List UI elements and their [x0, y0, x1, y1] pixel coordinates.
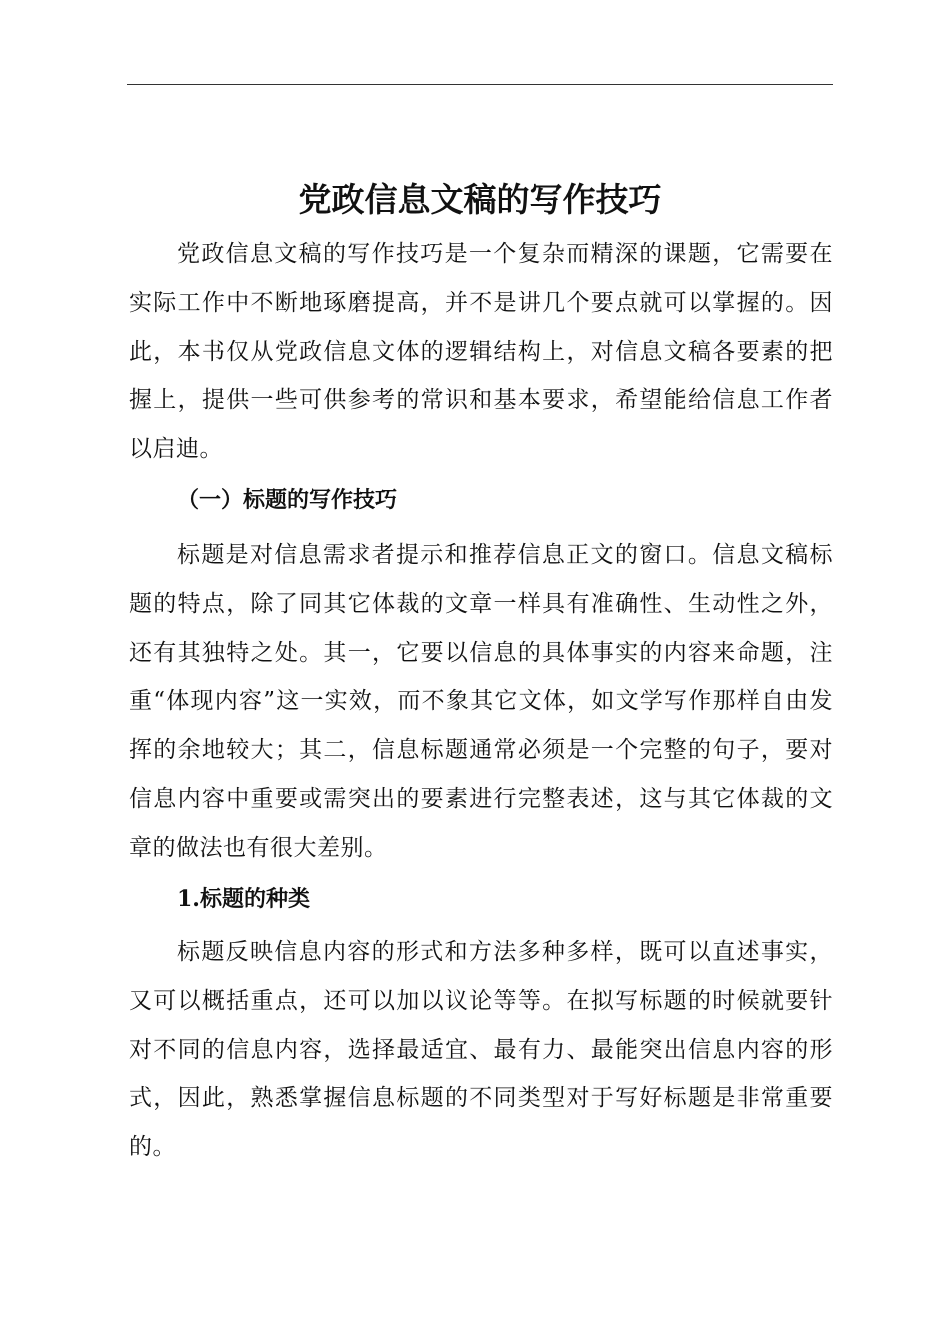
section-paragraph: 标题是对信息需求者提示和推荐信息正文的窗口。信息文稿标题的特点，除了同其它体裁的文章一样具有准确性、生动性之外，还有其独特之处。其一，它要以信息的具体事实的内容来命题，注重“体现内容”这一实效，而不象其它文体，如文学写作那样自由发挥的余地较大；其二，信息标题通常必须是一个完整的句子，要对信息内容中重要或需突出的要素进行完整表述，这与其它体裁的文章的做法也有很大差别。 — [129, 542, 833, 861]
subsection-paragraph: 标题反映信息内容的形式和方法多种多样，既可以直述事实，又可以概括重点，还可以加以议论等等。在拟写标题的时候就要针对不同的信息内容，选择最适宜、最有力、最能突出信息内容的形式，因此，熟悉掌握信息标题的不同类型对于写好标题是非常重要的。 — [129, 939, 833, 1161]
intro-paragraph: 党政信息文稿的写作技巧是一个复杂而精深的课题，它需要在实际工作中不断地琢磨提高，并不是讲几个要点就可以掌握的。因此，本书仅从党政信息文体的逻辑结构上，对信息文稿各要素的把握上，提供一些可供参考的常识和基本要求，希望能给信息工作者以启迪。 — [129, 241, 833, 463]
section-heading: （一）标题的写作技巧 — [177, 488, 398, 513]
header-rule — [127, 84, 833, 85]
document-title: 党政信息文稿的写作技巧 — [298, 180, 662, 219]
subsection-heading: 1.标题的种类 — [177, 886, 310, 912]
